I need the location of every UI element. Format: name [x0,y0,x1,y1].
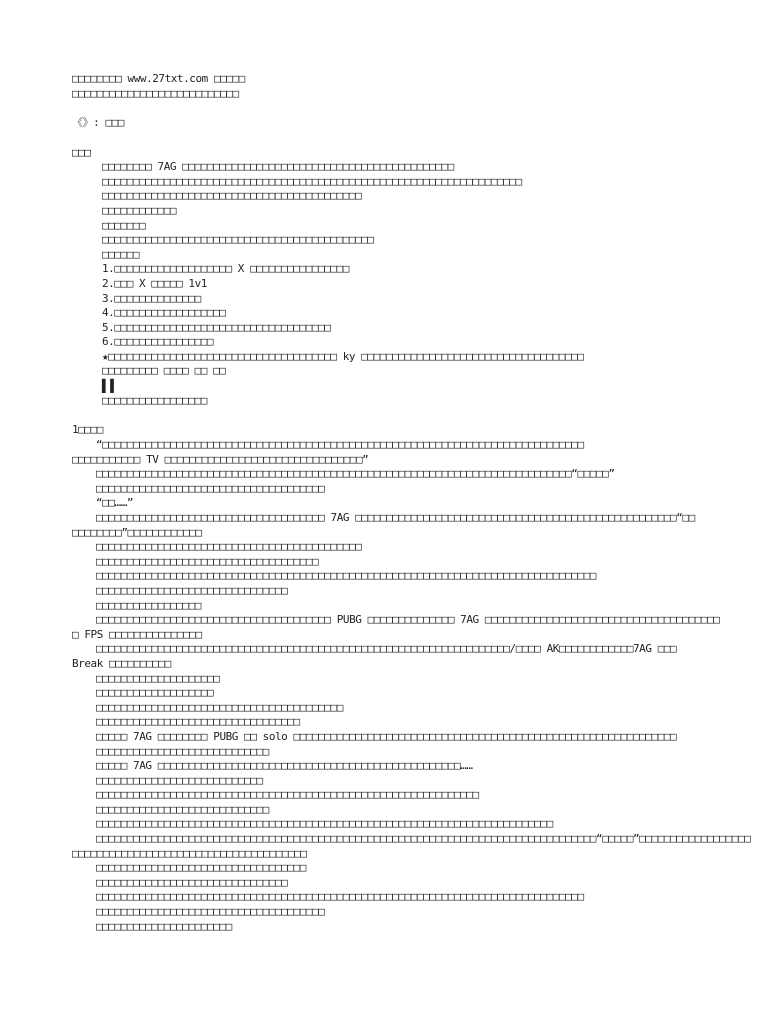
chapter-line: □□□□□□□□□□□□□□□□□□□ [96,686,214,700]
chapter-line: □□□□□□□□□□□□□□□□□□□□□□□□□□□□□□□□□□□□□□□□□□□□□□□□□□□□□□□□□□□□□□□□□□□□□□□□□□□□□□□□□“□□□□□”□□□□□□□□□□□□□□□□□□ [96,832,751,846]
chapter-line: □□□□□□□□□□□□□□□□□□□□□□□□□□□□□□□□□□□□□□□□□□□□□□□□□□□□□□□□□□□□□□□□□□□□□□□□□□ [96,817,553,831]
chapter-line: □□□□□□□□□□□□□□□□□□□□□□□□□□□□□□□□□□ [96,861,306,875]
book-title: 《》: □□□ [72,115,124,129]
intro-line: □□□□□□□ [102,218,146,232]
intro-line: □□□□□□ [102,247,140,261]
chapter-line: □□□□□□□□□□□□□□□□□□□□□□□□□□□ [96,773,263,787]
chapter-line: □□□□□□□□□□□□□□□□□□□□□□□□□□□□□□□□□□□□□□□□□□□ [96,540,362,554]
chapter-line: □□□□□□□□□□□□□□□□□□□□□□□□□□□□□□□□□□□□□□□□□□□□□□□□□□□□□□□□□□□□□□□□□□□□□□□□□□□□□“□□□□□” [96,467,615,481]
chapter-line: □ FPS □□□□□□□□□□□□□□□ [72,627,202,641]
intro-line: □□□□□□□□□□□□□□□□□□□□□□□□□□□□□□□□□□□□□□□□□□□□□□□□□□□□□□□□□□□□□□□□□□□□ [102,174,522,188]
intro-line: □□□□□□□□□ □□□□ □□ □□ [102,364,226,378]
chapter-line: □□□□□□□□□□□□□□□□□□□□□□□□□□□□□□□□□□□□□ [96,905,325,919]
pause-icon: ▌▌ [102,379,119,394]
chapter-line: □□□□□□□□□□□□□□□□□□□□□□ [96,919,232,933]
intro-heading: □□□ [72,145,91,159]
chapter-line: □□□□□□□□”□□□□□□□□□□□□ [72,525,202,539]
intro-line: 1.□□□□□□□□□□□□□□□□□□□ X □□□□□□□□□□□□□□□□ [102,262,349,276]
chapter-line: □□□□□□□□□□□□□□□□□□□□□□□□□□□□□□□□□□□□□□□□□□□□□□□□□□□□□□□□□□□□□□□□□□□/□□□□ AK□□□□□□□□□□□□7AG □□□ [96,642,677,656]
intro-closing-line: □□□□□□□□□□□□□□□□□ [102,393,207,407]
chapter-line: “□□……” [96,496,134,510]
intro-line: □□□□□□□□□□□□□□□□□□□□□□□□□□□□□□□□□□□□□□□□□□□□ [102,233,374,247]
intro-line: 6.□□□□□□□□□□□□□□□□ [102,335,214,349]
chapter-line: □□□□□□□□□□□□□□□□□□□□□□□□□□□□□□□□□□□□□□ PUBG □□□□□□□□□□□□□□ 7AG □□□□□□□□□□□□□□□□□□□□□□□□□□□□□□□□□□□□□□ [96,613,720,627]
chapter-line: □□□□□□□□□□□□□□□□□□□□□□□□□□□□□□□□□□□□□□□□ [96,700,343,714]
site-subheader-line: □□□□□□□□□□□□□□□□□□□□□□□□□□□ [72,86,239,100]
chapter-line: □□□□□□□□□□□□□□□□□□□□□□□□□□□□ [96,802,269,816]
chapter-line: □□□□□□□□□□□□□□□□□ [96,598,201,612]
chapter-line: □□□□□□□□□□□□□□□□□□□□□□□□□□□□□□□□□ [96,715,300,729]
chapter-line: □□□□□□□□□□□□□□□□□□□□ [96,671,220,685]
chapter-line: □□□□□□□□□□□□□□□□□□□□□□□□□□□□□□□□□□□□ [96,554,319,568]
chapter-heading: 1□□□□ [72,423,103,437]
chapter-line: □□□□□□□□□□□□□□□□□□□□□□□□□□□□□□□□□□□□□□□□□□□□□□□□□□□□□□□□□□□□□□ [96,788,479,802]
chapter-line: □□□□□ 7AG □□□□□□□□□□□□□□□□□□□□□□□□□□□□□□□□□□□□□□□□□□□□□□□□□…… [96,759,473,773]
intro-line: ★□□□□□□□□□□□□□□□□□□□□□□□□□□□□□□□□□□□□□ ky □□□□□□□□□□□□□□□□□□□□□□□□□□□□□□□□□□□□ [102,349,584,363]
intro-line: □□□□□□□□□□□□□□□□□□□□□□□□□□□□□□□□□□□□□□□□□□ [102,189,362,203]
intro-line: 4.□□□□□□□□□□□□□□□□□□ [102,306,226,320]
chapter-line: “□□□□□□□□□□□□□□□□□□□□□□□□□□□□□□□□□□□□□□□□□□□□□□□□□□□□□□□□□□□□□□□□□□□□□□□□□□□□□□ [96,438,584,452]
chapter-section [72,438,751,934]
chapter-line: □□□□□□□□□□□□□□□□□□□□□□□□□□□□□□□□□□□□□□□□□□□□□□□□□□□□□□□□□□□□□□□□□□□□□□□□□□□□□□□□□ [96,569,596,583]
intro-section [72,160,702,379]
chapter-line: □□□□□□□□□□□□□□□□□□□□□□□□□□□□□□□□□□□□□□ [72,846,307,860]
chapter-line: □□□□□□□□□□□□□□□□□□□□□□□□□□□□□□□□□□□□□ [96,481,325,495]
chapter-line: □□□□□□□□□□□□□□□□□□□□□□□□□□□□ [96,744,269,758]
intro-line: 5.□□□□□□□□□□□□□□□□□□□□□□□□□□□□□□□□□□□ [102,320,331,334]
intro-line: 2.□□□ X □□□□□ 1v1 [102,276,207,290]
chapter-line: Break □□□□□□□□□□ [72,656,171,670]
site-header-line: □□□□□□□□ www.27txt.com □□□□□ [72,72,245,85]
intro-line: 3.□□□□□□□□□□□□□□ [102,291,201,305]
chapter-line: □□□□□□□□□□□□□□□□□□□□□□□□□□□□□□□□□□□□□ 7AG □□□□□□□□□□□□□□□□□□□□□□□□□□□□□□□□□□□□□□□□□□□□□□□□□□□□“□□ [96,511,695,524]
chapter-line: □□□□□□□□□□□□□□□□□□□□□□□□□□□□□□□ [96,583,288,597]
intro-line: □□□□□□□□ 7AG □□□□□□□□□□□□□□□□□□□□□□□□□□□□□□□□□□□□□□□□□□□□ [102,160,454,174]
chapter-line: □□□□□□□□□□□□□□□□□□□□□□□□□□□□□□□□□□□□□□□□□□□□□□□□□□□□□□□□□□□□□□□□□□□□□□□□□□□□□□□ [96,890,584,904]
chapter-line: □□□□□□□□□□□□□□□□□□□□□□□□□□□□□□□ [96,875,288,889]
intro-line: □□□□□□□□□□□□ [102,203,177,217]
chapter-line: □□□□□ 7AG □□□□□□□□ PUBG □□ solo □□□□□□□□□□□□□□□□□□□□□□□□□□□□□□□□□□□□□□□□□□□□□□□□□□□□□□□□□□□□□□ [96,729,677,743]
chapter-line: □□□□□□□□□□□ TV □□□□□□□□□□□□□□□□□□□□□□□□□□□□□□□□” [72,452,369,466]
document-body [72,72,751,934]
